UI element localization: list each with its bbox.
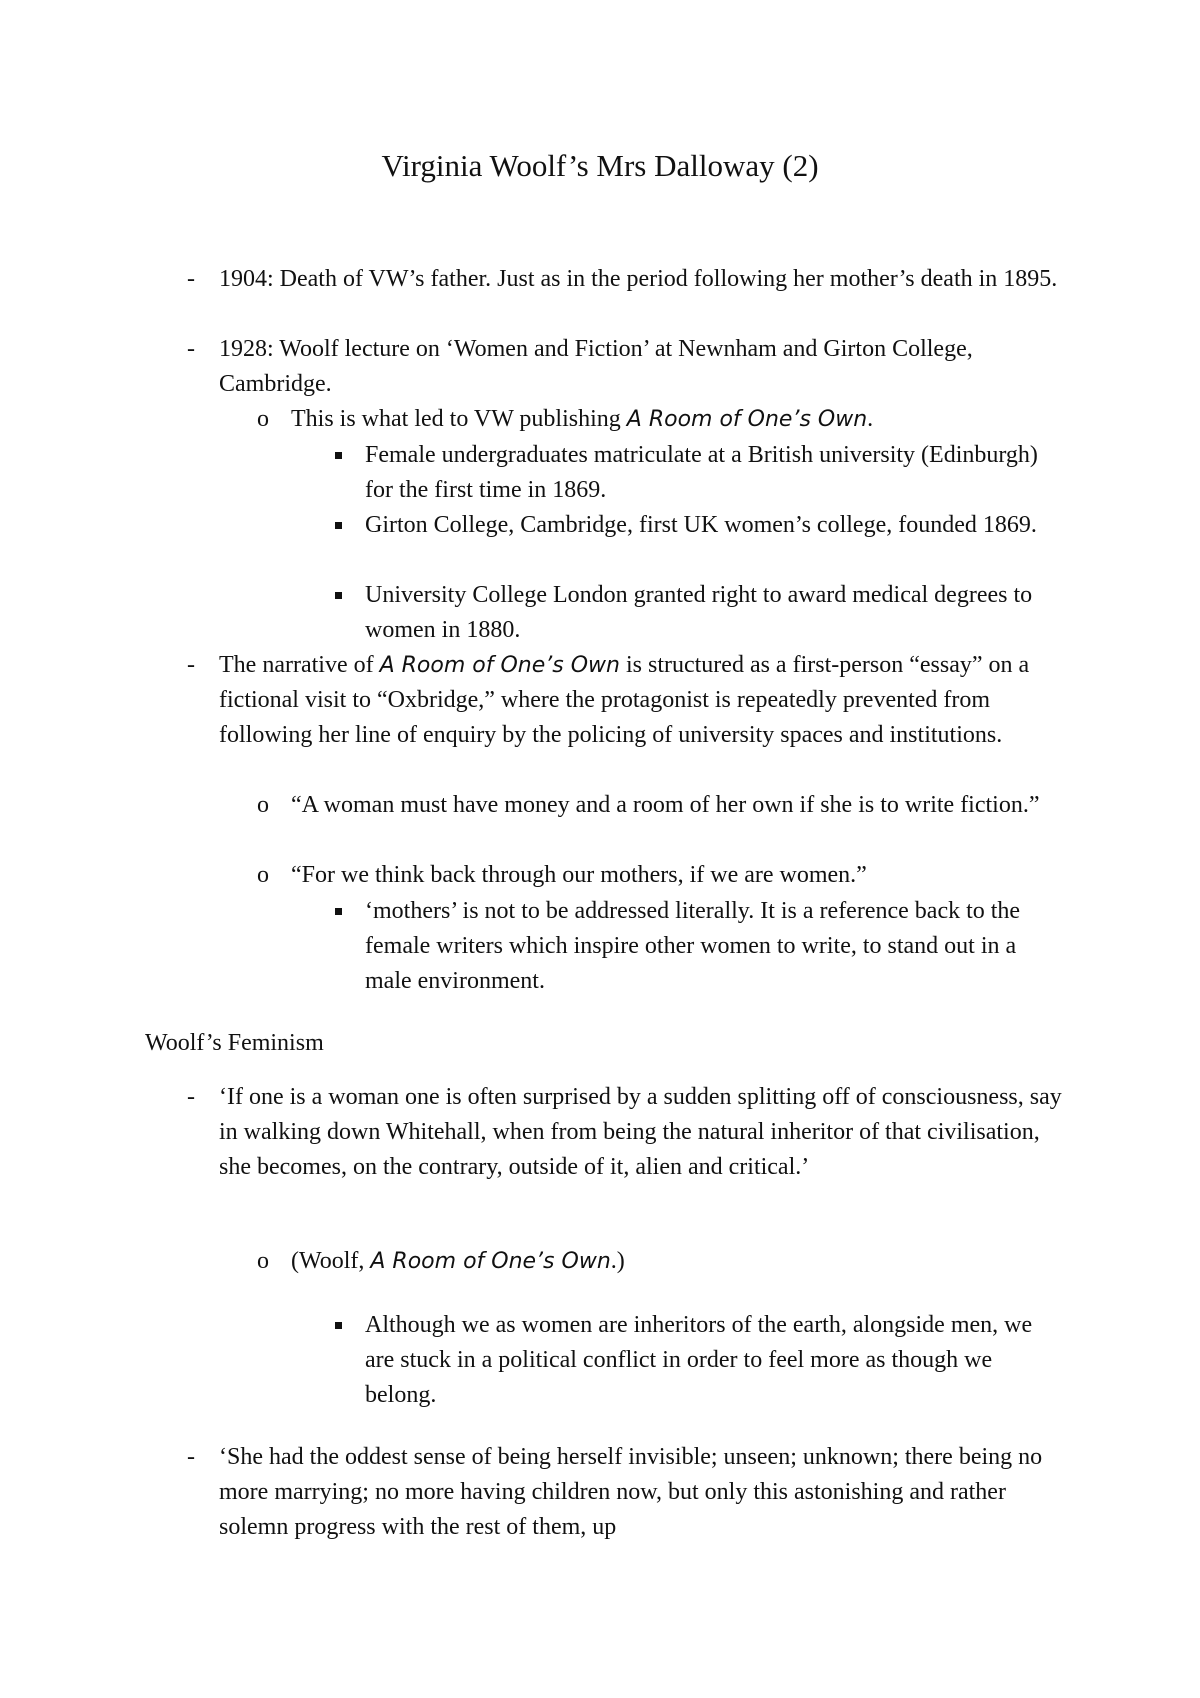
book-title: A Room of One’s Own (370, 1249, 611, 1274)
list-item (365, 578, 1045, 648)
list-item (187, 332, 1059, 402)
dash-bullet-icon: - (187, 1084, 195, 1110)
text-fragment: This is what led to VW publishing (291, 406, 627, 432)
text-fragment: (Woolf, (291, 1248, 371, 1274)
list-item (365, 1308, 1065, 1413)
list-item (365, 438, 1045, 508)
list-item-text: 1904: Death of VW’s father. Just as in the period following her mother’s death in 1895. (219, 266, 1058, 292)
dash-bullet-icon: - (187, 652, 195, 678)
list-item-text (291, 1244, 1061, 1279)
list-item (257, 858, 1061, 893)
dash-bullet-icon: - (187, 1444, 195, 1470)
list-item-text: ‘mothers’ is not to be addressed literally. It is a reference back to the female writers which inspire other women to write, to stand out in a male environment. (365, 898, 1021, 994)
square-bullet-icon (335, 508, 342, 543)
text-fragment: The narrative of (219, 652, 380, 678)
list-item-text: ‘If one is a woman one is often surprised by a sudden splitting off of consciousness, say in walking down Whitehall, when from being the natural inheritor of that civilisation, she becomes, on the contrary, outside of it, alien and critical.’ (219, 1084, 1062, 1180)
list-item-text: University College London granted right to award medical degrees to women in 1880. (365, 582, 1033, 643)
circle-bullet-icon: o (257, 862, 269, 888)
text-fragment: .) (610, 1248, 625, 1274)
list-item (257, 402, 1061, 437)
book-title: A Room of One’s Own (626, 407, 868, 432)
square-bullet-icon (335, 1308, 342, 1343)
list-item-text: Female undergraduates matriculate at a British university (Edinburgh) for the first time in 1869. (365, 442, 1038, 503)
list-item-text: “A woman must have money and a room of her own if she is to write fiction.” (291, 792, 1040, 818)
dash-bullet-icon: - (187, 336, 195, 362)
circle-bullet-icon: o (257, 406, 269, 432)
list-item (187, 648, 1059, 753)
list-item (257, 788, 1061, 823)
circle-bullet-icon: o (257, 792, 269, 818)
list-item-text: ‘She had the oddest sense of being herself invisible; unseen; unknown; there being no more marrying; no more having children now, but only this astonishing and rather solemn progress with the rest of them, up (219, 1444, 1043, 1540)
list-item (365, 894, 1045, 999)
square-bullet-icon (335, 578, 342, 613)
text-fragment: is structured as a first-person “essay” on a fictional visit to “Oxbridge,” where the protagonist is repeatedly prevented from following her line of enquiry by the policing of university spaces and institutions. (219, 652, 1030, 748)
square-bullet-icon (335, 894, 342, 929)
book-title: A Room of One’s Own (379, 653, 620, 678)
list-item-text (291, 402, 1061, 437)
list-item-text: Although we as women are inheritors of the earth, alongside men, we are stuck in a political conflict in order to feel more as though we belong. (365, 1312, 1033, 1408)
square-bullet-icon (335, 438, 342, 473)
page-title: Virginia Woolf’s Mrs Dalloway (2) (381, 148, 819, 183)
dash-bullet-icon: - (187, 266, 195, 292)
list-item-text: 1928: Woolf lecture on ‘Women and Fiction’ at Newnham and Girton College, Cambridge. (219, 336, 973, 397)
section-heading: Woolf’s Feminism (145, 1030, 324, 1056)
list-item (187, 262, 1059, 297)
list-item-text: “For we think back through our mothers, if we are women.” (291, 862, 867, 888)
list-item (257, 1244, 1061, 1279)
text-fragment: . (867, 406, 874, 432)
list-item (187, 1440, 1059, 1545)
list-item-text (219, 648, 1059, 753)
list-item (187, 1080, 1069, 1185)
circle-bullet-icon: o (257, 1248, 269, 1274)
list-item (365, 508, 1045, 543)
list-item-text: Girton College, Cambridge, first UK women’s college, founded 1869. (365, 512, 1037, 538)
